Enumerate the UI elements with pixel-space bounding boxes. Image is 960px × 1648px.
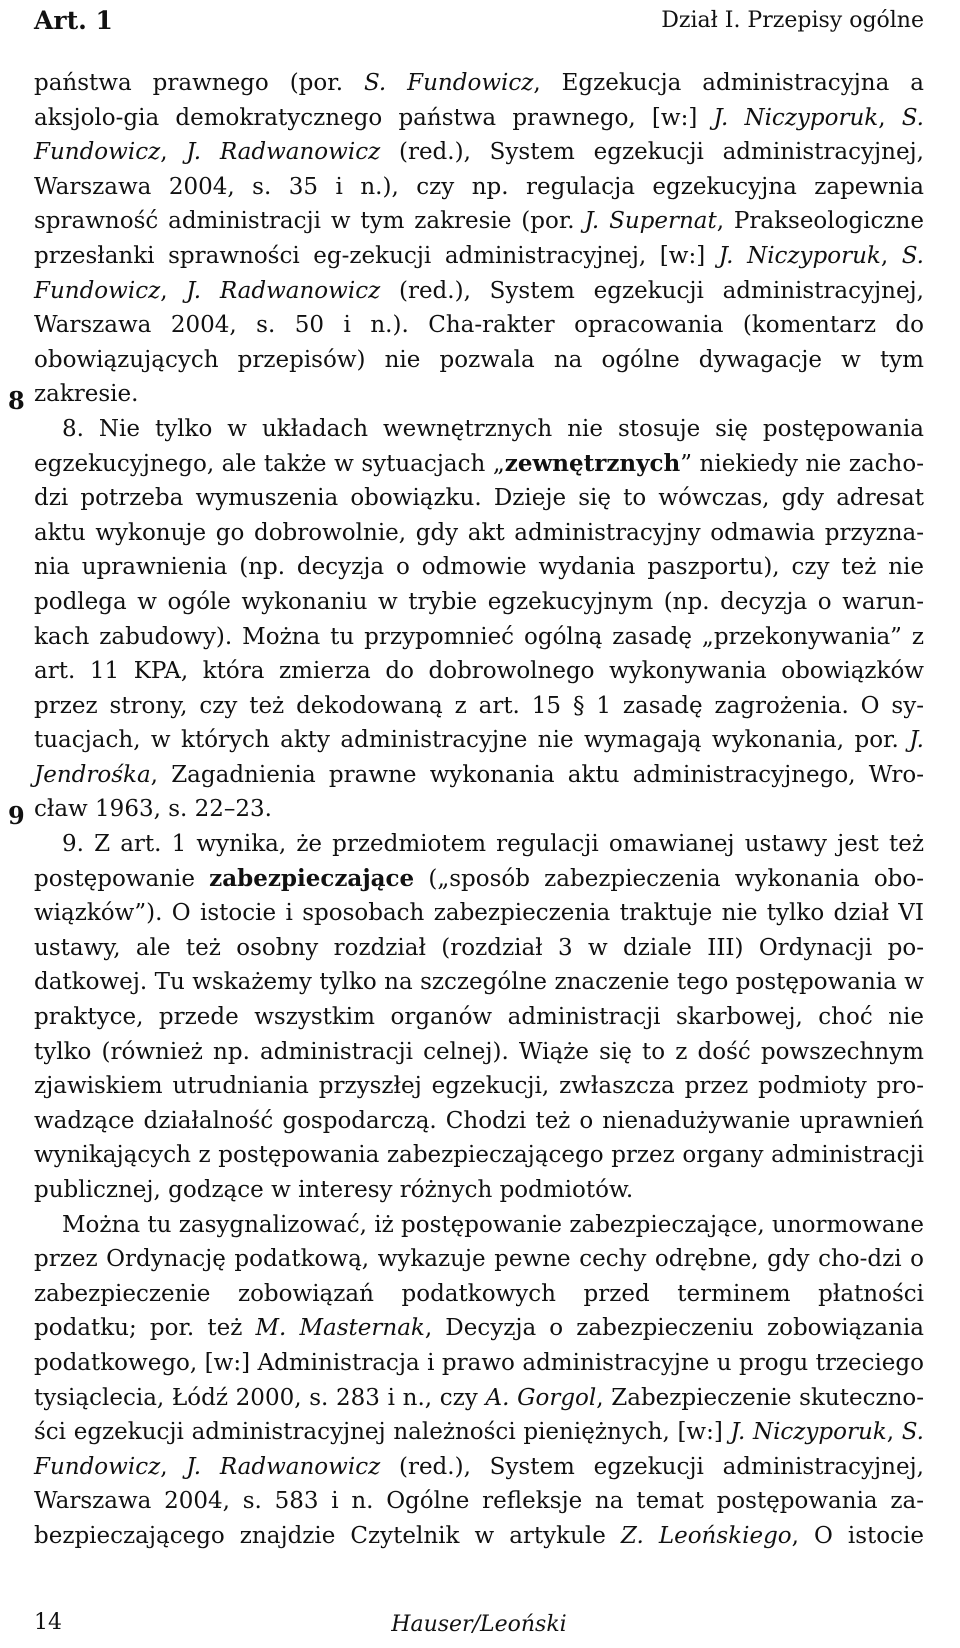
article-label: Art. 1 xyxy=(34,5,113,35)
author-name: A. Gorgol xyxy=(485,1384,597,1411)
author-name: J. Radwanowicz xyxy=(186,277,381,304)
author-name: M. Masternak xyxy=(255,1315,425,1342)
author-name: J. Niczyporuk xyxy=(730,1419,887,1446)
author-name: S. Fundowicz xyxy=(34,1419,924,1480)
paragraph-9: 9. Z art. 1 wynika, że przedmiotem regulacji omawianej ustawy jest też postępowanie zabezpieczające („sposób zabezpieczenia wykonania obo-wiązków”). O istocie i sposobach zabezpieczenia traktuje nie tylko dział VI ustawy, ale też osobny rozdział (rozdział 3 w dziale III) Ordynacji po-datkowej. Tu wskażemy tylko na szczególne znaczenie tego postępowania w praktyce, przede wszystkim organów administracji skarbowej, choć nie tylko (również np. administracji celnej). Wiąże się to z dość powszechnym zjawiskiem utrudniania przyszłej egzekucji, zwłaszcza przez podmioty pro-wadzące działalność gospodarczą. Chodzi też o nienadużywanie uprawnień wynikających z postępowania zabezpieczającego przez organy administracji publicznej, godzące w interesy różnych podmiotów. xyxy=(34,831,925,1203)
running-header xyxy=(34,0,924,40)
author-name: J. Radwanowicz xyxy=(186,139,381,166)
emphasis-term: zewnętrznych xyxy=(504,449,681,477)
author-name: J. Supernat xyxy=(584,208,717,235)
emphasis-term: zabezpieczające xyxy=(209,864,415,892)
author-name: J. Jendrośka xyxy=(34,727,924,788)
page-footer xyxy=(34,1610,924,1646)
author-name: S. Fundowicz xyxy=(34,242,924,304)
paragraph-9-continued: Można tu zasygnalizować, iż postępowanie zabezpieczające, unormowane przez Ordynację podatkową, wykazuje pewne cechy odrębne, gdy cho-dzi o zabezpieczenie zobowiązań podatkowych przed terminem płatności podatku; por. też M. Masternak, Decyzja o zabezpieczeniu zobowiązania podatkowego, [w:] Administracja i prawo administracyjne u progu trzeciego tysiąclecia, Łódź 2000, s. 283 i n., czy A. Gorgol, Zabezpieczenie skuteczno-ści egzekucji administracyjnej należności pieniężnych, [w:] J. Niczyporuk, S. Fundowicz, J. Radwanowicz (red.), System egzekucji administracyjnej, Warszawa 2004, s. 583 i n. Ogólne refleksje na temat postępowania za-bezpieczającego znajdzie Czytelnik w artykule Z. Leońskiego, O istocie xyxy=(34,1211,925,1549)
author-name: Z. Leońskiego xyxy=(620,1522,792,1549)
author-name: J. Niczyporuk xyxy=(713,104,879,131)
author-name: S. Fundowicz xyxy=(363,70,534,96)
footer-authors: Hauser/Leoński xyxy=(391,1612,567,1637)
author-name: S. Fundowicz xyxy=(34,104,924,166)
author-name: J. Radwanowicz xyxy=(186,1453,381,1480)
main-text xyxy=(34,66,924,1554)
paragraph-8: 8. Nie tylko w układach wewnętrznych nie stosuje się postępowania egzekucyjnego, ale także w sytuacjach „zewnętrznych” niekiedy nie zacho-dzi potrzeba wymuszenia obowiązku. Dzieje się to wówczas, gdy adresat aktu wykonuje go dobrowolnie, gdy akt administracyjny odmawia przyzna-nia uprawnienia (np. decyzja o odmowie wydania paszportu), czy też nie podlega w ogóle wykonaniu w trybie egzekucyjnym (np. decyzja o warun-kach zabudowy). Można tu przypomnieć ogólną zasadę „przekonywania” z art. 11 KPA, która zmierza do dobrowolnego wykonywania obowiązków przez strony, czy też dekodowaną z art. 15 § 1 zasadę zagrożenia. O sy-tuacjach, w których akty administracyjne nie wymagają wykonania, por. J. Jendrośka, Zagadnienia prawne wykonania aktu administracyjnego, Wro-cław 1963, s. 22–23. xyxy=(34,415,924,823)
page-number: 14 xyxy=(34,1610,62,1635)
section-title: Dział I. Przepisy ogólne xyxy=(661,7,924,33)
paragraph-continuation: państwa prawnego (por. S. Fundowicz, Egzekucja administracyjna a aksjolo-gia demokratycznego państwa prawnego, [w:] J. Niczyporuk, S. Fundowicz, J. Radwanowicz (red.), System egzekucji administracyjnej, Warszawa 2004, s. 35 i n.), czy np. regulacja egzekucyjna zapewnia sprawność administracji w tym zakresie (por. J. Supernat, Prakseologiczne przesłanki sprawności eg-zekucji administracyjnej, [w:] J. Niczyporuk, S. Fundowicz, J. Radwanowicz (red.), System egzekucji administracyjnej, Warszawa 2004, s. 50 i n.). Cha-rakter opracowania (komentarz do obowiązujących przepisów) nie pozwala na ogólne dywagacje w tym zakresie. xyxy=(34,70,924,408)
margin-number-9: 9 xyxy=(8,801,25,830)
margin-number-8: 8 xyxy=(8,386,25,415)
author-name: J. Niczyporuk xyxy=(718,242,881,269)
